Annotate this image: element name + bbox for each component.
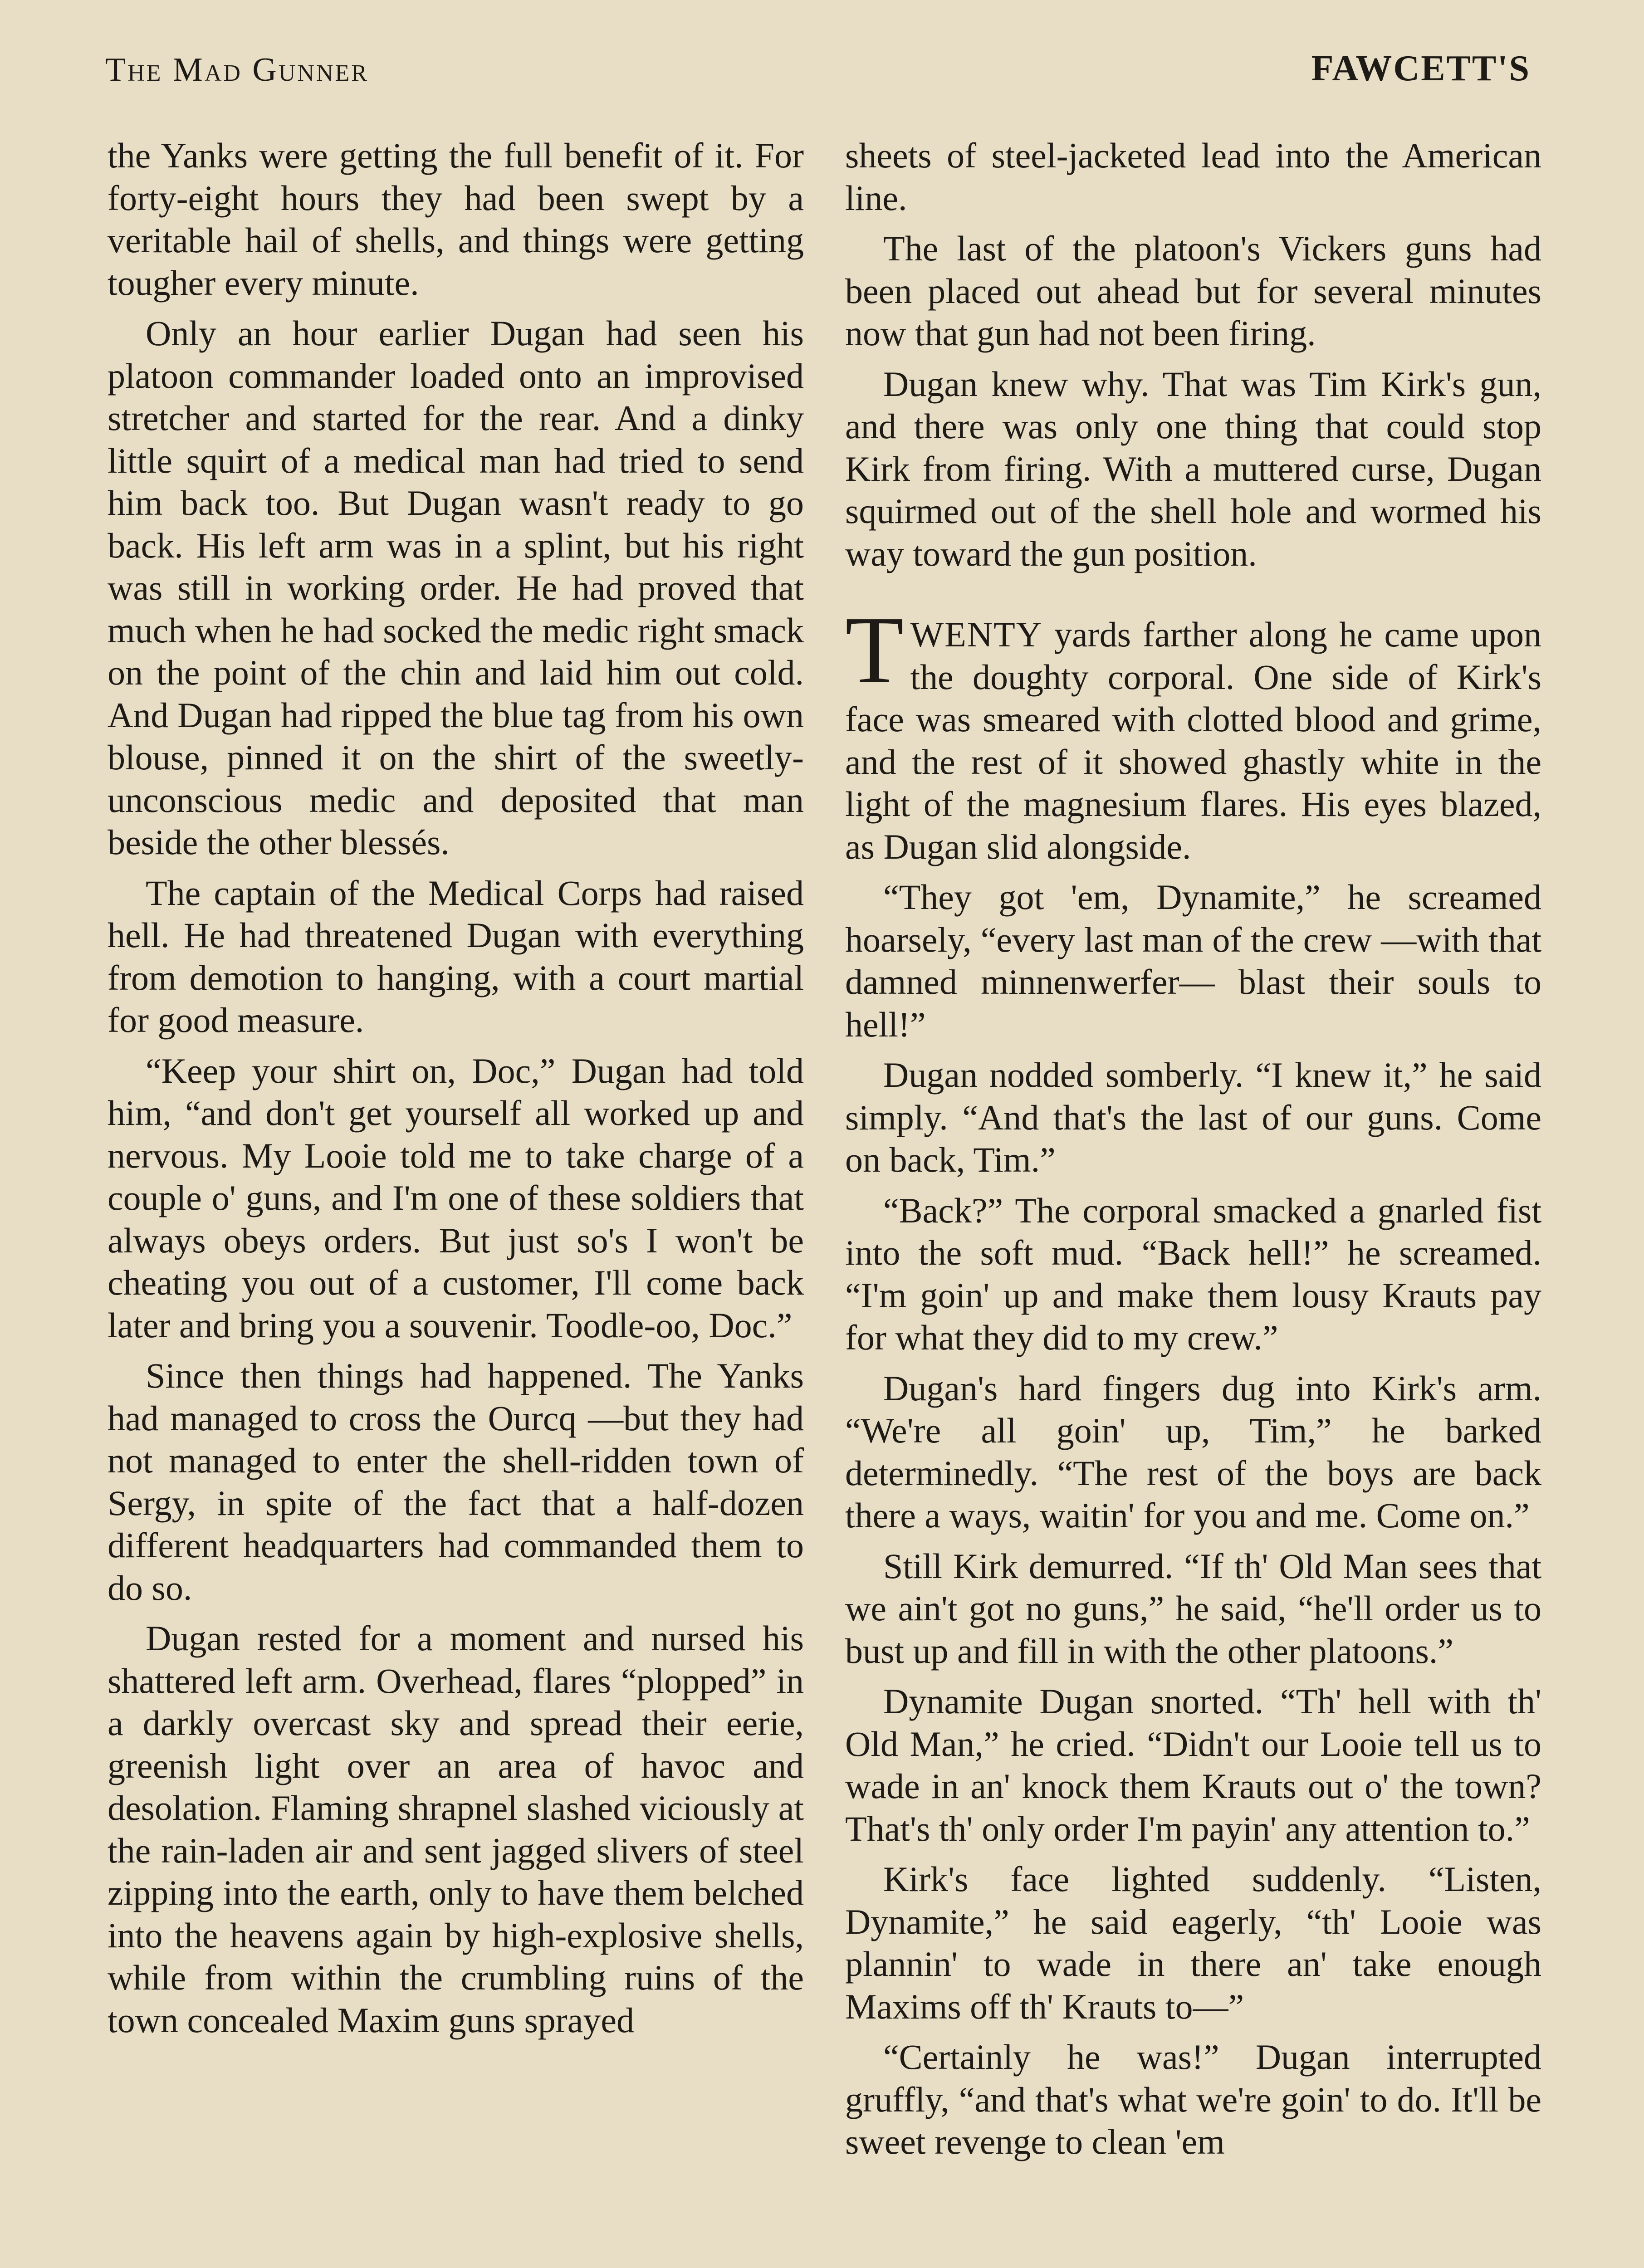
paragraph: The captain of the Medical Corps had raised hell. He had threatened Dugan with everything from demotion to hanging, with a court martial for good measure. [108, 873, 804, 1040]
paragraph: Dugan rested for a moment and nursed his shattered left arm. Overhead, flares “plopped” in a darkly overcast sky and spread their eerie, greenish light over an area of havoc and desolation. Flaming shrapnel slashed viciously at the rain-laden air and sent jagged slivers of steel zipping into the earth, only to have them belched into the heavens again by high-explosive shells, while from within the crumbling ruins of the town concealed Maxim guns sprayed [108, 1618, 804, 2040]
paragraph: the Yanks were getting the full benefit of it. For forty-eight hours they had been swept by a veritable hail of shells, and things were getting tougher every minute. [108, 136, 804, 303]
magazine-name: FAWCETT'S [1311, 49, 1531, 88]
paragraph: “Certainly he was!” Dugan interrupted gruffly, “and that's what we're goin' to do. It'll be sweet revenge to clean 'em [845, 2037, 1541, 2161]
section-opening-paragraph [845, 596, 1541, 868]
running-title: The Mad Gunner [105, 51, 369, 88]
paragraph: Still Kirk demurred. “If th' Old Man sees that we ain't got no guns,” he said, “he'll order us to bust up and fill in with the other platoons.” [845, 1546, 1541, 1671]
paragraph: Kirk's face lighted suddenly. “Listen, Dynamite,” he said eagerly, “th' Looie was plannin' to wade in there an' take enough Maxims off th' Krauts to—” [845, 1859, 1541, 2026]
paragraph: “Keep your shirt on, Doc,” Dugan had told him, “and don't get yourself all worked up and nervous. My Looie told me to take charge of a couple o' guns, and I'm one of these soldiers that always obeys orders. But just so's I won't be cheating you out of a customer, I'll come back later and bring you a souvenir. Toodle-oo, Doc.” [108, 1051, 804, 1345]
section-opening-text: yards farther along he came upon the doughty corporal. One side of Kirk's face was smeared with clotted blood and grime, and the rest of it showed ghastly white in the light of the magnesium flares. His eyes blazed, as Dugan slid alongside. [845, 615, 1541, 866]
paragraph: The last of the platoon's Vickers guns had been placed out ahead but for several minutes now that gun had not been firing. [845, 229, 1541, 353]
paragraph: Dugan nodded somberly. “I knew it,” he said simply. “And that's the last of our guns. Come on back, Tim.” [845, 1055, 1541, 1179]
paragraph: Only an hour earlier Dugan had seen his platoon commander loaded onto an improvised stretcher and started for the rear. And a dinky little squirt of a medical man had tried to send him back too. But Dugan wasn't ready to go back. His left arm was in a splint, but his right was still in working order. He had proved that much when he had socked the medic right smack on the point of the chin and laid him out cold. And Dugan had ripped the blue tag from his own blouse, pinned it on the shirt of the sweetly-unconscious medic and deposited that man beside the other blessés. [108, 313, 804, 862]
drop-cap: T [845, 596, 904, 703]
paragraph: Since then things had happened. The Yanks had managed to cross the Ourcq —but they had not managed to enter the shell-ridden town of Sergy, in spite of the fact that a half-dozen different headquarters had commanded them to do so. [108, 1356, 804, 1608]
left-column [108, 134, 804, 2049]
paragraph: “They got 'em, Dynamite,” he screamed hoarsely, “every last man of the crew —with that damned minnenwerfer— blast their souls to hell!” [845, 877, 1541, 1044]
right-column [845, 134, 1541, 2171]
paragraph: sheets of steel-jacketed lead into the American line. [845, 136, 1541, 218]
paragraph: Dynamite Dugan snorted. “Th' hell with th' Old Man,” he cried. “Didn't our Looie tell us to wade in an' knock them Krauts out o' the town? That's th' only order I'm payin' any attention to.” [845, 1681, 1541, 1848]
paragraph: Dugan's hard fingers dug into Kirk's arm. “We're all goin' up, Tim,” he barked determinedly. “The rest of the boys are back there a ways, waitin' for you and me. Come on.” [845, 1368, 1541, 1535]
small-caps-word: WENTY [910, 615, 1043, 654]
paragraph: Dugan knew why. That was Tim Kirk's gun, and there was only one thing that could stop Kirk from firing. With a muttered curse, Dugan squirmed out of the shell hole and wormed his way toward the gun position. [845, 364, 1541, 573]
paragraph: “Back?” The corporal smacked a gnarled fist into the soft mud. “Back hell!” he screamed. “I'm goin' up and make them lousy Krauts pay for what they did to my crew.” [845, 1190, 1541, 1357]
